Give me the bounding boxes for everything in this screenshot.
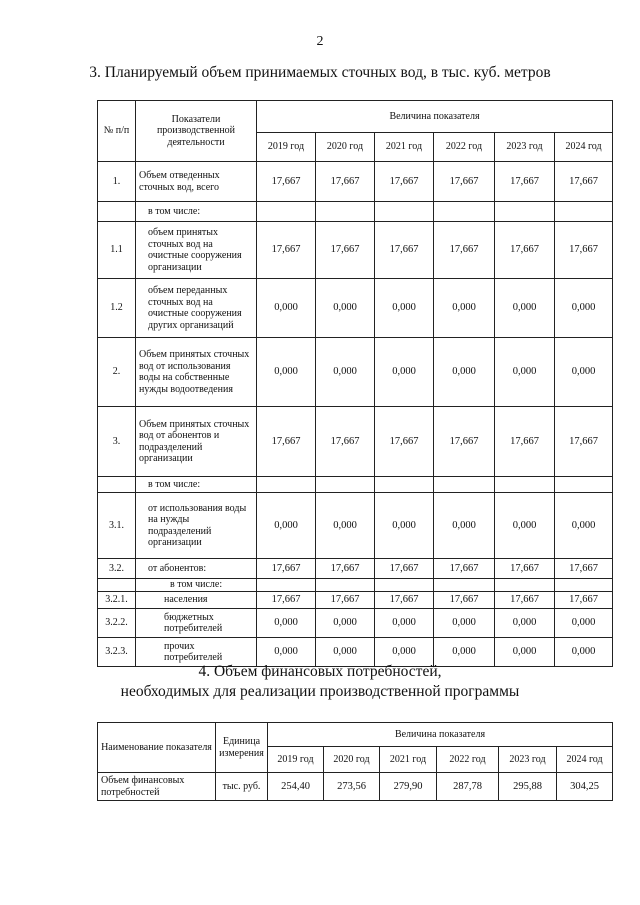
row-number	[98, 477, 136, 493]
row-value: 0,000	[257, 493, 316, 559]
row-value: 0,000	[495, 638, 555, 667]
row-value: 0,000	[495, 609, 555, 638]
row-value: 17,667	[257, 222, 316, 279]
row-label: Объем принятых сточных вод от абонентов и подразделений организации	[136, 407, 257, 477]
row-value: 17,667	[375, 222, 434, 279]
row-value: 254,40	[268, 773, 324, 801]
row-label: в том числе:	[136, 202, 257, 222]
table-row	[98, 338, 613, 407]
wastewater-volume-table	[97, 100, 613, 667]
table-row	[98, 592, 613, 609]
row-value: 17,667	[495, 222, 555, 279]
year-header: 2021 год	[380, 747, 437, 773]
year-header: 2022 год	[434, 133, 495, 162]
row-value: 0,000	[555, 279, 613, 338]
row-label: в том числе:	[136, 477, 257, 493]
row-value	[316, 477, 375, 493]
row-value: 295,88	[499, 773, 557, 801]
year-header: 2020 год	[324, 747, 380, 773]
year-header: 2022 год	[437, 747, 499, 773]
year-header: 2019 год	[268, 747, 324, 773]
row-value: 0,000	[495, 493, 555, 559]
row-value: 0,000	[434, 609, 495, 638]
row-value: 0,000	[375, 609, 434, 638]
row-value: 17,667	[434, 559, 495, 579]
row-value: 0,000	[555, 338, 613, 407]
header-value: Величина показателя	[257, 101, 613, 133]
row-value	[495, 477, 555, 493]
row-value: 279,90	[380, 773, 437, 801]
table-row	[98, 279, 613, 338]
row-value: 0,000	[555, 638, 613, 667]
table-row	[98, 202, 613, 222]
row-label: населения	[136, 592, 257, 609]
row-value	[555, 477, 613, 493]
row-value	[257, 477, 316, 493]
table-row	[98, 477, 613, 493]
row-number: 2.	[98, 338, 136, 407]
row-number: 3.1.	[98, 493, 136, 559]
row-value: 17,667	[316, 592, 375, 609]
row-value: 0,000	[257, 609, 316, 638]
year-header: 2024 год	[557, 747, 613, 773]
row-value: 17,667	[316, 559, 375, 579]
year-header: 2023 год	[499, 747, 557, 773]
year-header: 2020 год	[316, 133, 375, 162]
section4-title-line2: необходимых для реализации производственной программы	[120, 683, 520, 700]
row-value: 17,667	[434, 162, 495, 202]
header-num: № п/п	[98, 101, 136, 162]
row-label: Объем принятых сточных вод от использования воды на собственные нужды водоотведения	[136, 338, 257, 407]
section3-title: 3. Планируемый объем принимаемых сточных вод, в тыс. куб. метров	[89, 64, 551, 81]
page-number: 2	[316, 34, 324, 49]
row-value	[434, 202, 495, 222]
row-value: 0,000	[316, 638, 375, 667]
row-value: 17,667	[495, 592, 555, 609]
table-row	[98, 493, 613, 559]
year-header: 2023 год	[495, 133, 555, 162]
row-number: 3.2.	[98, 559, 136, 579]
row-value	[316, 579, 375, 592]
table-row	[98, 609, 613, 638]
row-value: 0,000	[495, 338, 555, 407]
row-value: 304,25	[557, 773, 613, 801]
row-value: 17,667	[495, 559, 555, 579]
row-value	[257, 202, 316, 222]
row-value: 0,000	[257, 338, 316, 407]
row-value: 17,667	[434, 407, 495, 477]
row-unit: тыс. руб.	[216, 773, 268, 801]
row-number: 1.	[98, 162, 136, 202]
row-number: 3.2.3.	[98, 638, 136, 667]
table-row	[98, 407, 613, 477]
row-value: 17,667	[257, 592, 316, 609]
row-value: 17,667	[257, 559, 316, 579]
row-value	[375, 579, 434, 592]
row-value: 273,56	[324, 773, 380, 801]
row-value: 17,667	[555, 407, 613, 477]
row-number	[98, 579, 136, 592]
header-unit: Единица измерения	[216, 723, 268, 773]
row-label: в том числе:	[136, 579, 257, 592]
row-value: 0,000	[375, 279, 434, 338]
section4-title-line1: 4. Объем финансовых потребностей,	[198, 663, 442, 680]
year-header: 2021 год	[375, 133, 434, 162]
year-header: 2019 год	[257, 133, 316, 162]
year-header: 2024 год	[555, 133, 613, 162]
row-value	[434, 579, 495, 592]
row-value: 0,000	[316, 279, 375, 338]
row-value	[257, 579, 316, 592]
row-value	[555, 579, 613, 592]
row-value	[375, 477, 434, 493]
row-value: 17,667	[555, 222, 613, 279]
row-value: 17,667	[316, 407, 375, 477]
row-value	[375, 202, 434, 222]
row-value: 17,667	[555, 559, 613, 579]
table-row	[98, 773, 613, 801]
row-value: 0,000	[434, 638, 495, 667]
row-value	[495, 579, 555, 592]
row-value: 17,667	[434, 592, 495, 609]
row-value	[495, 202, 555, 222]
row-value: 287,78	[437, 773, 499, 801]
header-name: Наименование показателя	[98, 723, 216, 773]
row-label: от использования воды на нужды подразделений организации	[136, 493, 257, 559]
row-value: 0,000	[316, 338, 375, 407]
row-value: 0,000	[375, 638, 434, 667]
row-value: 17,667	[316, 162, 375, 202]
row-number: 1.2	[98, 279, 136, 338]
row-label: Объем отведенных сточных вод, всего	[136, 162, 257, 202]
row-value: 17,667	[375, 407, 434, 477]
row-value: 0,000	[375, 338, 434, 407]
row-value: 17,667	[316, 222, 375, 279]
row-value: 17,667	[257, 407, 316, 477]
row-value: 17,667	[555, 592, 613, 609]
row-value: 0,000	[375, 493, 434, 559]
table-row	[98, 579, 613, 592]
table-row	[98, 222, 613, 279]
row-value	[434, 477, 495, 493]
row-value: 0,000	[495, 279, 555, 338]
header-value-2: Величина показателя	[268, 723, 613, 747]
row-value: 17,667	[375, 559, 434, 579]
row-value: 17,667	[555, 162, 613, 202]
row-value: 17,667	[495, 407, 555, 477]
row-number: 1.1	[98, 222, 136, 279]
row-label: от абонентов:	[136, 559, 257, 579]
row-value: 0,000	[434, 279, 495, 338]
table-row	[98, 162, 613, 202]
row-label: Объем финансовых потребностей	[98, 773, 216, 801]
row-value	[316, 202, 375, 222]
section4-title	[0, 662, 640, 702]
row-value: 17,667	[257, 162, 316, 202]
row-value: 0,000	[434, 338, 495, 407]
row-value: 17,667	[434, 222, 495, 279]
row-value: 0,000	[257, 638, 316, 667]
row-value: 0,000	[434, 493, 495, 559]
row-number: 3.2.1.	[98, 592, 136, 609]
row-value	[555, 202, 613, 222]
row-number: 3.2.2.	[98, 609, 136, 638]
row-value: 0,000	[257, 279, 316, 338]
row-value: 17,667	[375, 162, 434, 202]
header-indicator: Показатели производственной деятельности	[136, 101, 257, 162]
row-number: 3.	[98, 407, 136, 477]
row-label: бюджетных потребителей	[136, 609, 257, 638]
row-label: объем принятых сточных вод на очистные сооружения организации	[136, 222, 257, 279]
row-label: объем переданных сточных вод на очистные сооружения других организаций	[136, 279, 257, 338]
row-number	[98, 202, 136, 222]
table-row	[98, 559, 613, 579]
row-value: 17,667	[495, 162, 555, 202]
row-value: 0,000	[555, 609, 613, 638]
row-value: 0,000	[316, 493, 375, 559]
row-value: 0,000	[555, 493, 613, 559]
row-label: прочих потребителей	[136, 638, 257, 667]
row-value: 17,667	[375, 592, 434, 609]
financial-needs-table	[97, 722, 613, 801]
row-value: 0,000	[316, 609, 375, 638]
